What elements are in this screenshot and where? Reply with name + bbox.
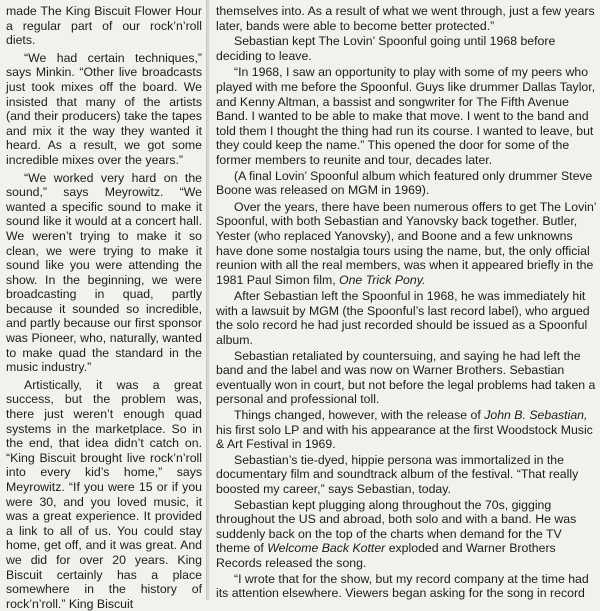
right-paragraph-10	[216, 498, 597, 571]
album-title: John B. Sebastian,	[484, 408, 588, 423]
right-paragraph-2: Sebastian kept The Lovin’ Spoonful going until 1968 before deciding to leave.	[216, 34, 556, 63]
film-title: One Trick Pony.	[339, 272, 426, 287]
paragraph-text: his first solo LP and with his appearance at the first Woodstock Music & Art Festival in 1969.	[216, 422, 593, 452]
right-paragraph-4: (A final Lovin’ Spoonful album which featured only drummer Steve Boone was released on MGM in 1969).	[216, 168, 593, 198]
left-paragraph-1: made The King Biscuit Flower Hour a regular part of our rock’n’roll diets.	[6, 4, 202, 48]
left-paragraph-2: “We had certain techniques,” says Minkin. “Other live broadcasts just took mixes off the board. We insisted that many of the artists (and their producers) take the tapes and mix it the way they wanted it heard. As a result, we got some incredible mixes over the years.”	[6, 50, 202, 167]
paragraph-text: Sebastian kept plugging along throughout the 70s, gigging throughout the US and abroad, both solo and with a band. He was suddenly back on the top of the charts when demand for the TV theme of	[216, 497, 577, 556]
paragraph-text: Over the years, there have been numerous offers to get The Lovin’ Spoonful, with both Sebastian and Yanovsky back together. Butler, Yester (who replaced Yanovsky), and Boone and a few unknowns have done some nostalgia tours using the name, but, the only official reunion with all the real members, was when it appeared briefly in the 1981 Paul Simon film,	[216, 199, 597, 287]
paragraph-text: Things changed, however, with the release of	[234, 408, 485, 423]
left-paragraph-3: “We worked very hard on the sound,” says Meyrowitz. “We wanted a specific sound to make it sound like it would at a concert hall. We weren’t trying to make it so clean, we were trying to make it sound like you were attending the show. In the beginning, we were broadcasting in quad, partly because it sounded so incredible, and partly because our first sponsor was Pioneer, who, naturally, wanted to make quad the standard in the music industry.”	[6, 170, 202, 375]
paragraph-text: exploded and Warner Brothers Records released the song.	[216, 541, 556, 570]
right-paragraph-9: Sebastian’s tie-dyed, hippie persona was immortalized in the documentary film and soundtrack album of the festival. “That really boosted my career,” says Sebastian, today.	[216, 452, 579, 496]
show-title: Welcome Back Kotter	[267, 541, 386, 556]
right-paragraph-5	[216, 200, 597, 288]
column-divider	[206, 0, 210, 600]
right-column	[216, 4, 597, 601]
left-column	[6, 4, 202, 611]
right-paragraph-1: themselves into. As a result of what we went through, just a few years later, bands were able to become better protected.”	[216, 4, 595, 33]
right-paragraph-7: Sebastian retaliated by countersuing, and saying he had left the band and the label and was now on Warner Brothers. Sebastian eventually won in court, but not before the legal problems had taken a personal and professional toll.	[216, 348, 596, 407]
right-paragraph-8	[216, 408, 597, 452]
right-paragraph-3: “In 1968, I saw an opportunity to play with some of my peers who played with me before the Spoonful. Guys like drummer Dallas Taylor, and Kenny Altman, a bassist and songwriter for The Fifth Avenue Band. I wanted to be able to make that move. I went to the band and told them I thought the thing had run its course. I wanted to leave, but they could keep the name.” This opened the door for some of the former members to reunite and tour, decades later.	[216, 65, 596, 167]
right-paragraph-11: “I wrote that for the show, but my record company at the time had its attention elsewhere. Viewers began asking for the song in record	[216, 571, 589, 601]
left-paragraph-4: Artistically, it was a great success, but the problem was, there just weren’t enough quad systems in the marketplace. So in the end, that idea didn’t catch on. “King Biscuit brought live rock’n’roll into every kid’s home,” says Meyrowitz. “If you were 15 or if you were 30, and you loved music, it was a great experience. It provided a link to all of us. You could stay home, get off, and it was great. And we did for over 20 years. King Biscuit certainly has a place somewhere in the history of rock’n’roll.” King Biscuit	[6, 377, 202, 611]
right-paragraph-6: After Sebastian left the Spoonful in 1968, he was immediately hit with a lawsuit by MGM (the Spoonful’s last record label), who argued the solo record he had just recorded should be issued as a Spoonful album.	[216, 289, 590, 348]
